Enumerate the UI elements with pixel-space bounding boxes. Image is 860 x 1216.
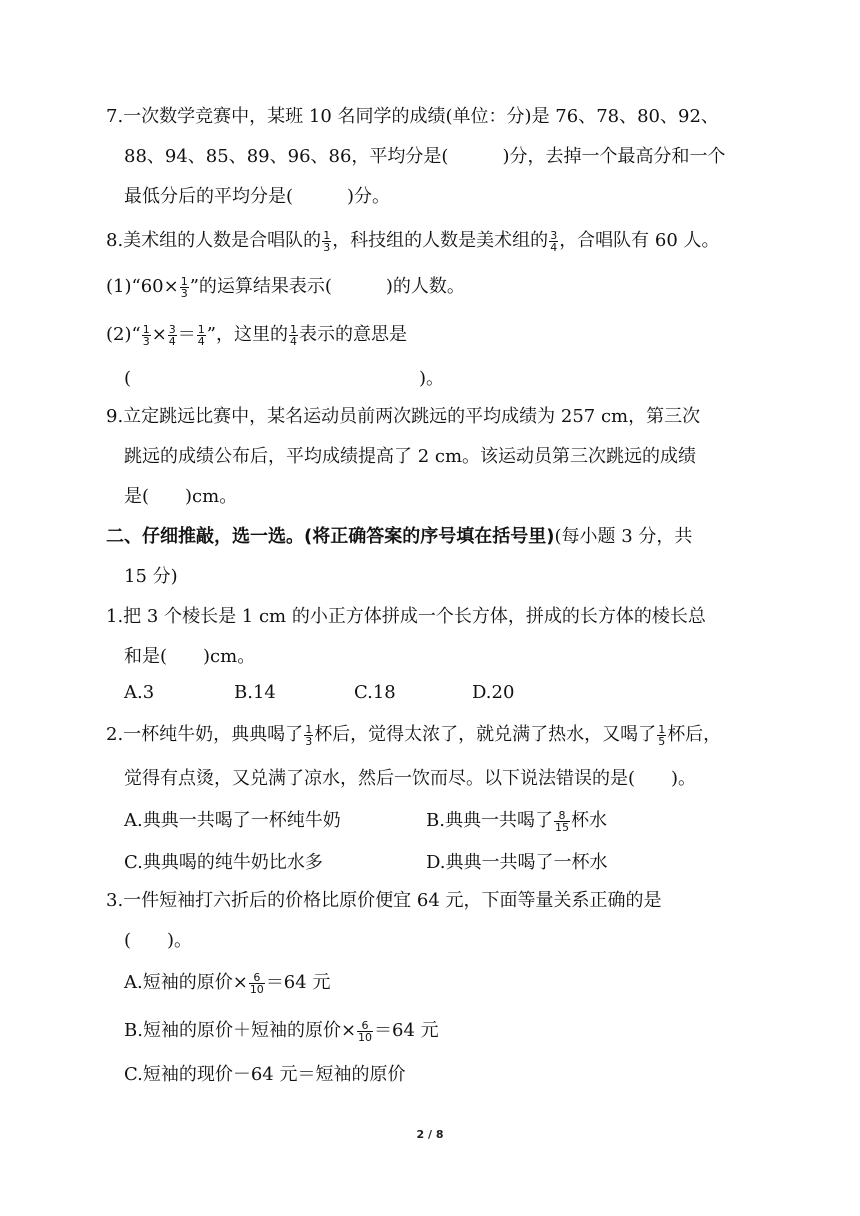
q7-line1: 7.一次数学竞赛中，某班 10 名同学的成绩(单位：分)是 76、78、80、92、 bbox=[106, 106, 719, 127]
q8-fraction-1: $\frac{1}{3}$ bbox=[323, 228, 331, 254]
c2-option-d: D.典典一共喝了一杯水 bbox=[426, 852, 608, 873]
q8-sub2-fraction-2: $\frac{3}{4}$ bbox=[168, 322, 176, 348]
q8-sub2-text-b: ”，这里的 bbox=[206, 324, 288, 345]
q8-sub1-text-b: ”的运算结果表示( )的人数。 bbox=[189, 276, 465, 297]
q9-line3: 是( )cm。 bbox=[124, 486, 238, 507]
c3-line2: ( )。 bbox=[124, 930, 193, 951]
c2-option-c: C.典典喝的纯牛奶比水多 bbox=[124, 852, 323, 873]
c3-option-a bbox=[124, 970, 330, 996]
q8-sub2-fraction-1: $\frac{1}{3}$ bbox=[142, 322, 150, 348]
q8-sub2-text-c: 表示的意思是 bbox=[299, 324, 407, 345]
q9-line2: 跳远的成绩公布后，平均成绩提高了 2 cm。该运动员第三次跳远的成绩 bbox=[124, 446, 697, 467]
q8-sub1-text-a: (1)“60× bbox=[106, 276, 179, 297]
q8-text-2: ，科技组的人数是美术组的 bbox=[332, 230, 549, 251]
q8-sub2-equals: ＝ bbox=[177, 324, 196, 345]
c1-line2: 和是( )cm。 bbox=[124, 646, 256, 667]
c3-option-b-text-a: B.短袖的原价＋短袖的原价× bbox=[124, 1020, 357, 1041]
c2-option-b bbox=[426, 808, 607, 834]
q7-line3: 最低分后的平均分是( )分。 bbox=[124, 186, 391, 207]
c3-option-a-text-b: ＝64 元 bbox=[265, 972, 331, 993]
q8-sub2-fraction-4: $\frac{1}{4}$ bbox=[290, 322, 297, 348]
q7-line2: 88、94、85、89、96、86，平均分是( )分，去掉一个最高分和一个 bbox=[124, 146, 726, 167]
c2-text-3: 杯后， bbox=[667, 724, 722, 745]
c3-option-b-text-b: ＝64 元 bbox=[374, 1020, 439, 1041]
q8-fraction-2: $\frac{3}{4}$ bbox=[550, 228, 558, 254]
q8-sub2-answer-blank: ( )。 bbox=[124, 368, 445, 389]
q9-line1: 9.立定跳远比赛中，某名运动员前两次跳远的平均成绩为 257 cm，第三次 bbox=[106, 406, 701, 427]
q8-sub2-text-a: (2)“ bbox=[106, 324, 141, 345]
q8-sub1-fraction: $\frac{1}{3}$ bbox=[180, 274, 188, 300]
c3-option-c: C.短袖的现价－64 元＝短袖的原价 bbox=[124, 1064, 406, 1085]
page-number: 2 / 8 bbox=[416, 1128, 444, 1141]
c2-fraction-2: $\frac{1}{5}$ bbox=[658, 722, 666, 748]
c2-option-b-text-b: 杯水 bbox=[570, 810, 607, 831]
c2-text-1: 2.一杯纯牛奶，典典喝了 bbox=[106, 724, 304, 745]
q8-sub2-times: × bbox=[151, 324, 167, 345]
section-2-points-cont: 15 分) bbox=[124, 566, 178, 587]
section-2-title: 二、仔细推敲，选一选。(将正确答案的序号填在括号里) bbox=[106, 526, 555, 547]
q8-text-3: ，合唱队有 60 人。 bbox=[559, 230, 720, 251]
c3-option-b bbox=[124, 1018, 439, 1044]
c2-line1 bbox=[106, 722, 721, 748]
q8-sub1 bbox=[106, 274, 465, 300]
c2-option-b-fraction: $\frac{8}{15}$ bbox=[554, 808, 569, 834]
q8-sub2 bbox=[106, 322, 407, 348]
c1-option-a: A.3 bbox=[124, 682, 155, 703]
c3-option-a-fraction: $\frac{6}{10}$ bbox=[249, 970, 264, 996]
c1-option-c: C.18 bbox=[354, 682, 396, 703]
c2-line2: 觉得有点烫，又兑满了凉水，然后一饮而尽。以下说法错误的是( )。 bbox=[124, 768, 697, 789]
c1-option-b: B.14 bbox=[234, 682, 276, 703]
c2-text-2: 杯后，觉得太浓了，就兑满了热水，又喝了 bbox=[314, 724, 657, 745]
q8-text-1: 8.美术组的人数是合唱队的 bbox=[106, 230, 322, 251]
c2-option-a: A.典典一共喝了一杯纯牛奶 bbox=[124, 810, 341, 831]
q8-stem bbox=[106, 228, 720, 254]
c2-option-b-text-a: B.典典一共喝了 bbox=[426, 810, 553, 831]
section-2-heading bbox=[106, 524, 692, 550]
c3-option-b-fraction: $\frac{6}{10}$ bbox=[358, 1018, 373, 1044]
c2-fraction-1: $\frac{1}{3}$ bbox=[305, 722, 313, 748]
c1-line1: 1.把 3 个棱长是 1 cm 的小正方体拼成一个长方体，拼成的长方体的棱长总 bbox=[106, 606, 706, 627]
c1-option-d: D.20 bbox=[472, 682, 515, 703]
c3-option-a-text-a: A.短袖的原价× bbox=[124, 972, 248, 993]
q8-sub2-fraction-3: $\frac{1}{4}$ bbox=[197, 322, 205, 348]
c3-line1: 3.一件短袖打六折后的价格比原价便宜 64 元，下面等量关系正确的是 bbox=[106, 890, 662, 911]
section-2-points: (每小题 3 分，共 bbox=[554, 526, 693, 547]
